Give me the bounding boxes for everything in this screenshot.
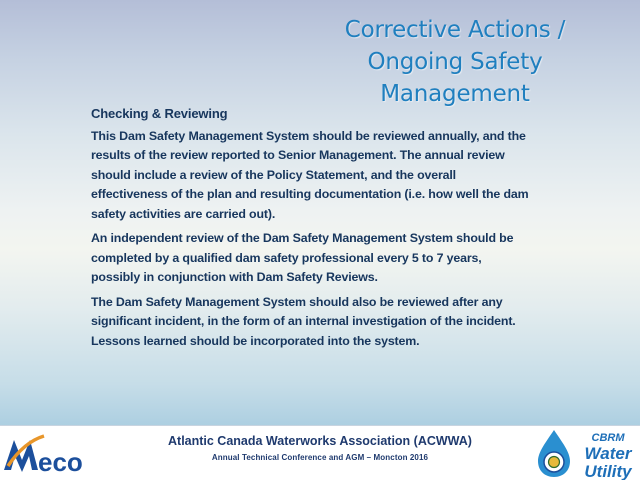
- cbrm-logo-graphic: [532, 426, 640, 480]
- title-line-2: Ongoing Safety: [367, 49, 543, 75]
- cbrm-logo-text-line-1: CBRM: [591, 432, 625, 444]
- meco-logo: [0, 426, 92, 480]
- body-paragraph-incident-review: The Dam Safety Management System should also be reviewed after any significant incident, in the form of an internal investigation of the incident. Lessons learned should be incorporated into the system.: [91, 294, 516, 348]
- slide-title: [300, 14, 610, 110]
- slide-footer: [0, 425, 640, 480]
- body-paragraph-annual-review: This Dam Safety Management System should be reviewed annually, and the results of the review reported to Senior Management. The annual review should include a review of the Policy Statement, and the overall effectiveness of the plan and resulting documentation (i.e. how well the dam safety activities are carried out).: [91, 128, 529, 221]
- cbrm-logo-text-line-3: Utility: [584, 462, 632, 480]
- cbrm-water-utility-logo: [532, 426, 640, 480]
- body-paragraph-independent-review: An independent review of the Dam Safety Management System should be completed by a qualified dam safety professional every 5 to 7 years, possibly in conjunction with Dam Safety Reviews.: [91, 231, 514, 284]
- cbrm-logo-text-line-2: Water: [584, 444, 632, 463]
- footer-organization: Atlantic Canada Waterworks Association (ACWWA): [168, 434, 472, 448]
- meco-logo-text: eco: [38, 447, 83, 477]
- meco-logo-m-shape: [4, 440, 38, 472]
- title-line-3: Management: [380, 81, 530, 107]
- section-heading: Checking & Reviewing: [91, 106, 228, 121]
- title-line-1: Corrective Actions /: [344, 17, 566, 43]
- footer-conference: Annual Technical Conference and AGM – Moncton 2016: [211, 453, 429, 462]
- seal-center-icon: [549, 457, 560, 468]
- meco-logo-graphic: [0, 426, 92, 480]
- slide-body: [91, 104, 531, 356]
